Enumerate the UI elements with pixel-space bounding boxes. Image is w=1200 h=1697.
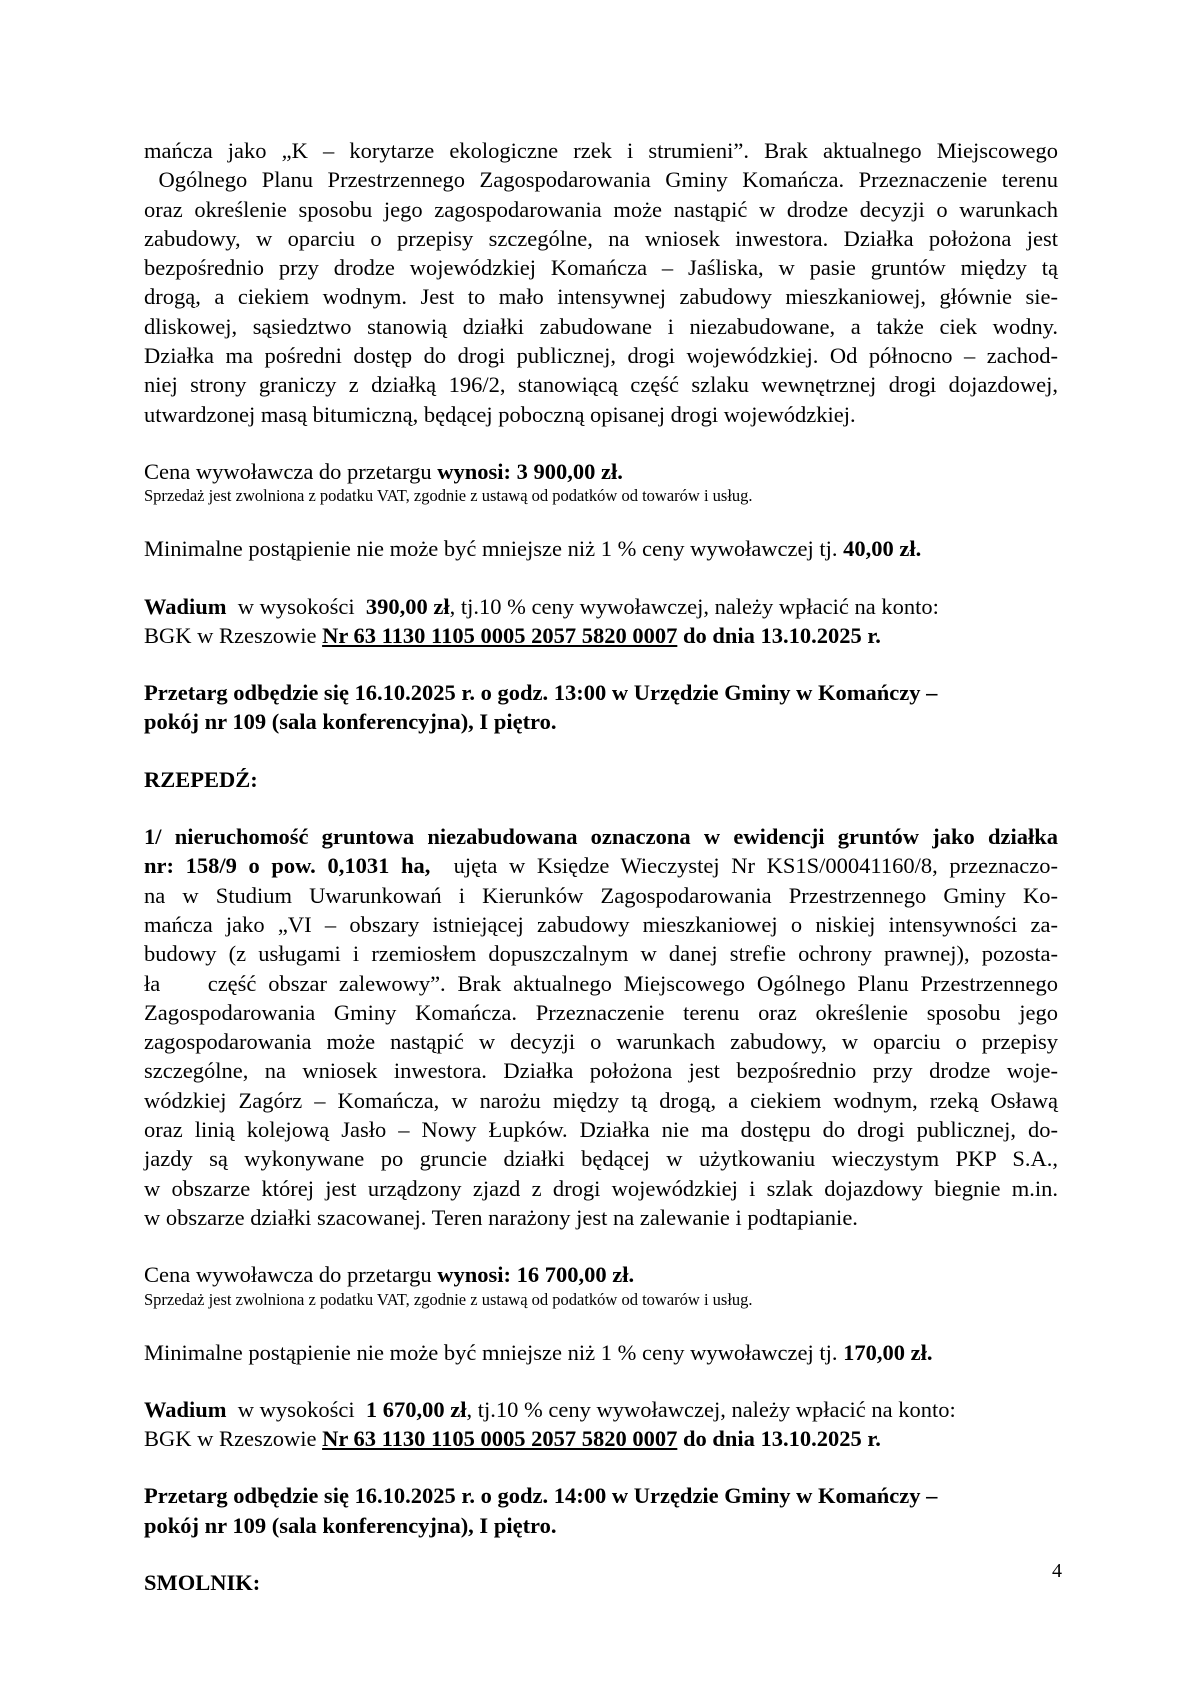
text-line: wódzkiej Zagórz – Komańcza, w narożu między tą drogą, a ciekiem wodnym, rzeką Osławą: [144, 1087, 1058, 1113]
text-line: ła część obszar zalewowy”. Brak aktualnego Miejscowego Ogólnego Planu Przestrzennego: [144, 970, 1058, 996]
auction-date-line: Przetarg odbędzie się 16.10.2025 r. o godz. 14:00 w Urzędzie Gminy w Komańczy –: [144, 1483, 938, 1509]
deposit-line: [144, 1395, 1058, 1424]
starting-price: [144, 457, 1058, 486]
deposit-deadline: do dnia 13.10.2025 r.: [677, 622, 881, 648]
account-number: Nr 63 1130 1105 0005 2057 5820 0007: [322, 1426, 678, 1452]
text-line: w obszarze której jest urządzony zjazd z drogi wojewódzkiej i szlak dojazdowy biegnie m.in.: [144, 1175, 1058, 1201]
bank-line: [144, 1424, 1058, 1453]
text-line: w obszarze działki szacowanej. Teren narażony jest na zalewanie i podtapianie.: [144, 1204, 858, 1230]
min-step-label: Minimalne postąpienie nie może być mniejsze niż 1 % ceny wywoławczej tj.: [144, 1339, 844, 1365]
account-number: Nr 63 1130 1105 0005 2057 5820 0007: [322, 622, 678, 648]
land-register-text: ujęta w Księdze Wieczystej Nr KS1S/00041160/8, przeznaczo-: [430, 853, 1059, 879]
text-line: jazdy są wykonywane po gruncie działki będącej w użytkowaniu wieczystym PKP S.A.,: [144, 1146, 1058, 1172]
bank-name: BGK w Rzeszowie: [144, 1426, 323, 1452]
text-line: niej strony graniczy z działką 196/2, stanowiącą część szlaku wewnętrznej drogi dojazdowej,: [144, 372, 1058, 398]
deposit-amount: 390,00 zł: [365, 593, 450, 619]
auction-info: [144, 678, 1058, 737]
text-line: Zagospodarowania Gminy Komańcza. Przeznaczenie terenu oraz określenie sposobu jego: [144, 999, 1058, 1025]
heading-text: RZEPEDŹ:: [144, 766, 258, 792]
text-line: dliskowej, sąsiedztwo stanowią działki zabudowane i niezabudowane, a także ciek wodny.: [144, 313, 1058, 339]
minimum-bid-increment: [144, 1338, 1058, 1367]
text-line: szczególne, na wniosek inwestora. Działka położona jest bezpośrednio przy drodze woje-: [144, 1058, 1058, 1084]
plot-description-paragraph: [144, 822, 1058, 1232]
auction-room-line: pokój nr 109 (sala konferencyjna), I piętro.: [144, 1512, 557, 1538]
text-line: oraz linią kolejową Jasło – Nowy Łupków. Działka nie ma dostępu do drogi publicznej, do-: [144, 1117, 1058, 1143]
auction-date-line: Przetarg odbędzie się 16.10.2025 r. o godz. 13:00 w Urzędzie Gminy w Komańczy –: [144, 680, 938, 706]
min-step-value: 40,00 zł.: [843, 536, 922, 562]
text-line: utwardzonej masą bitumiczną, będącej poboczną opisanej drogi wojewódzkiej.: [144, 401, 856, 427]
text-line: na w Studium Uwarunkowań i Kierunków Zagospodarowania Przestrzennego Gminy Ko-: [144, 882, 1058, 908]
deposit-info: [144, 1395, 1058, 1454]
auction-room-line: pokój nr 109 (sala konferencyjna), I piętro.: [144, 709, 557, 735]
starting-price: [144, 1260, 1058, 1289]
min-step-value: 170,00 zł.: [843, 1339, 933, 1365]
deposit-label: Wadium: [144, 1396, 227, 1422]
text-line: zagospodarowania może nastąpić w decyzji o warunkach zabudowy, w oparciu o przepisy: [144, 1029, 1058, 1055]
price-label: Cena wywoławcza do przetargu: [144, 458, 438, 484]
deposit-amount: 1 670,00 zł: [365, 1396, 467, 1422]
text-line: drogą, a ciekiem wodnym. Jest to mało intensywnej zabudowy mieszkaniowej, głównie sie-: [144, 284, 1058, 310]
price-label: Cena wywoławcza do przetargu: [144, 1262, 438, 1288]
deposit-text: , tj.10 % ceny wywoławczej, należy wpłacić na konto:: [466, 1396, 956, 1422]
plot-title-line: 1/ nieruchomość gruntowa niezabudowana oznaczona w ewidencji gruntów jako działka: [144, 824, 1058, 850]
text-line: budowy (z usługami i rzemiosłem dopuszczalnym w danej strefie ochrony prawnej), pozosta-: [144, 941, 1058, 967]
deposit-line: [144, 592, 1058, 621]
deposit-text: w wysokości: [226, 593, 366, 619]
section-heading-smolnik: [144, 1568, 1058, 1597]
deposit-deadline: do dnia 13.10.2025 r.: [677, 1426, 881, 1452]
deposit-text: , tj.10 % ceny wywoławczej, należy wpłacić na konto:: [449, 593, 939, 619]
auction-info: [144, 1481, 1058, 1540]
text-line: oraz określenie sposobu jego zagospodarowania może nastąpić w drodze decyzji o warunkach: [144, 196, 1058, 222]
vat-note: Sprzedaż jest zwolniona z podatku VAT, zgodnie z ustawą od podatków od towarów i usług.: [144, 1289, 753, 1309]
text-line: bezpośrednio przy drodze wojewódzkiej Komańcza – Jaśliska, w pasie gruntów między tą: [144, 255, 1058, 281]
bank-name: BGK w Rzeszowie: [144, 622, 323, 648]
plot-id-line: [144, 851, 1058, 880]
min-step-label: Minimalne postąpienie nie może być mniejsze niż 1 % ceny wywoławczej tj.: [144, 536, 844, 562]
text-line: Ogólnego Planu Przestrzennego Zagospodarowania Gminy Komańcza. Przeznaczenie terenu: [144, 167, 1058, 193]
plot-number-area: nr: 158/9 o pow. 0,1031 ha,: [144, 853, 431, 879]
vat-note: Sprzedaż jest zwolniona z podatku VAT, zgodnie z ustawą od podatków od towarów i usług.: [144, 486, 753, 506]
bank-line: [144, 621, 1058, 650]
section-heading-rzepedz: [144, 765, 1058, 794]
deposit-info: [144, 592, 1058, 651]
text-line: zabudowy, w oparciu o przepisy szczególne, na wniosek inwestora. Działka położona jest: [144, 225, 1058, 251]
text-line: mańcza jako „VI – obszary istniejącej zabudowy mieszkaniowej o niskiej intensywności za-: [144, 911, 1058, 937]
document-page: [144, 136, 1058, 1597]
deposit-label: Wadium: [144, 593, 227, 619]
price-value: wynosi: 3 900,00 zł.: [437, 458, 623, 484]
text-line: Działka ma pośredni dostęp do drogi publicznej, drogi wojewódzkiej. Od północno – zachod-: [144, 343, 1058, 369]
text-line: mańcza jako „K – korytarze ekologiczne rzek i strumieni”. Brak aktualnego Miejscowego: [144, 138, 1058, 163]
price-value: wynosi: 16 700,00 zł.: [437, 1262, 635, 1288]
page-number: 4: [1052, 1560, 1062, 1582]
minimum-bid-increment: [144, 534, 1058, 563]
heading-text: SMOLNIK:: [144, 1569, 261, 1595]
intro-paragraph: [144, 136, 1058, 429]
deposit-text: w wysokości: [226, 1396, 366, 1422]
